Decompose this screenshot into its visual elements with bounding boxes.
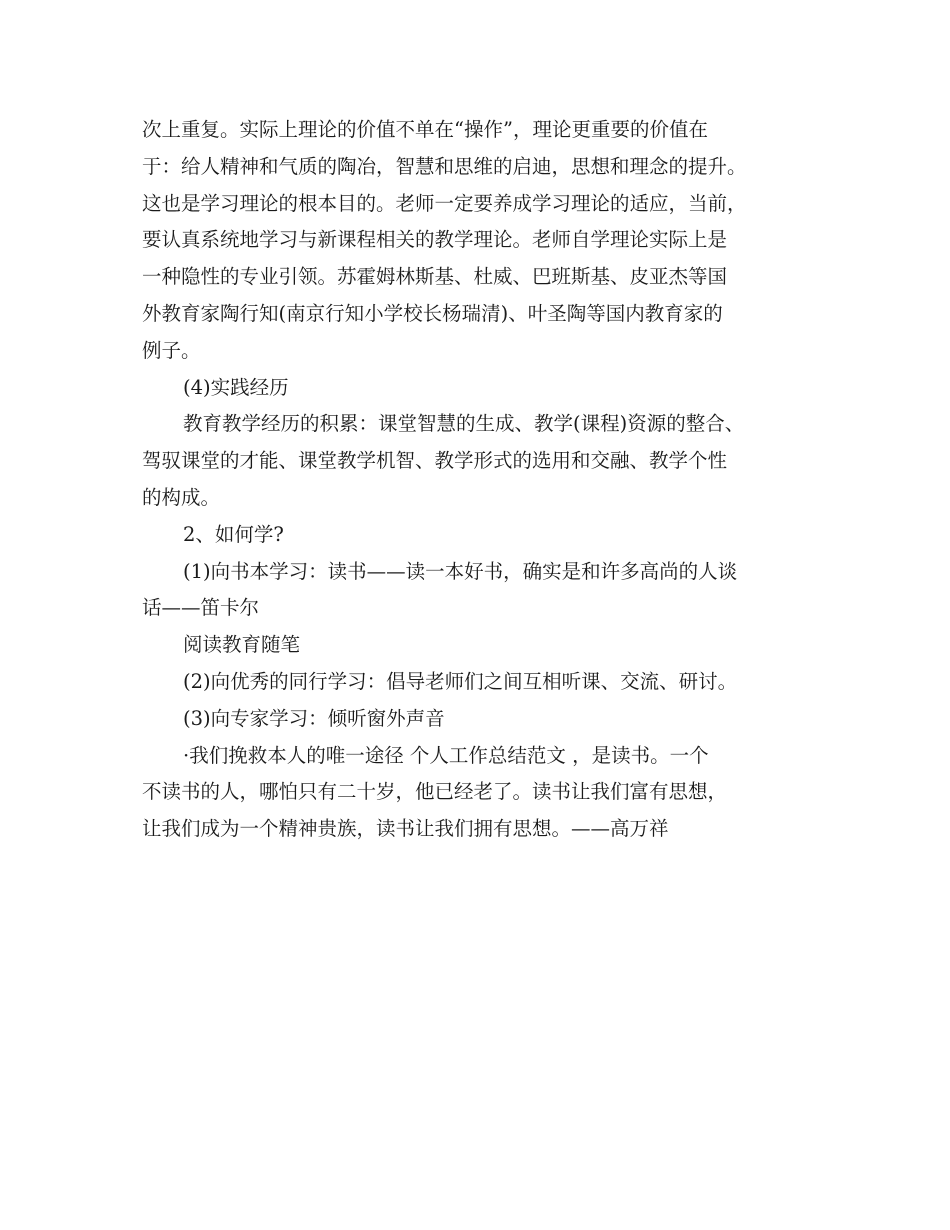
text-line: 一种隐性的专业引领。苏霍姆林斯基、杜威、巴班斯基、皮亚杰等国 bbox=[142, 265, 728, 289]
text-line: (2)向优秀的同行学习：倡导老师们之间互相听课、交流、研讨。 bbox=[183, 669, 738, 693]
text-line: 这也是学习理论的根本目的。老师一定要养成学习理论的适应，当前， bbox=[142, 191, 747, 215]
text-line: 不读书的人，哪怕只有二十岁，他已经老了。读书让我们富有思想， bbox=[142, 780, 728, 804]
text-line: 让我们成为一个精神贵族，读书让我们拥有思想。——高万祥 bbox=[142, 817, 669, 841]
text-line: 的构成。 bbox=[142, 485, 221, 509]
text-line: 要认真系统地学习与新课程相关的教学理论。老师自学理论实际上是 bbox=[142, 228, 728, 252]
text-line: 外教育家陶行知(南京行知小学校长杨瑞清)、叶圣陶等国内教育家的 bbox=[142, 301, 723, 325]
text-line: 阅读教育随笔 bbox=[183, 633, 301, 657]
section-heading: (4)实践经历 bbox=[183, 375, 289, 399]
text-line: 教育教学经历的积累：课堂智慧的生成、教学(课程)资源的整合、 bbox=[183, 412, 745, 436]
text-line: (1)向书本学习：读书——读一本好书，确实是和许多高尚的人谈 bbox=[183, 559, 738, 583]
section-heading: 2、如何学? bbox=[183, 522, 284, 546]
text-line: 话——笛卡尔 bbox=[142, 596, 260, 620]
text-line: (3)向专家学习：倾听窗外声音 bbox=[183, 706, 445, 730]
text-line: ·我们挽救本人的唯一途径 个人工作总结范文 ，是读书。一个 bbox=[183, 743, 709, 767]
text-line: 例子。 bbox=[142, 338, 201, 362]
text-line: 于：给人精神和气质的陶冶，智慧和思维的启迪，思想和理念的提升。 bbox=[142, 154, 747, 178]
text-line: 驾驭课堂的才能、课堂教学机智、教学形式的选用和交融、教学个性 bbox=[142, 449, 728, 473]
document-body bbox=[142, 112, 822, 848]
text-line: 次上重复。实际上理论的价值不单在“操作”，理论更重要的价值在 bbox=[142, 118, 708, 141]
